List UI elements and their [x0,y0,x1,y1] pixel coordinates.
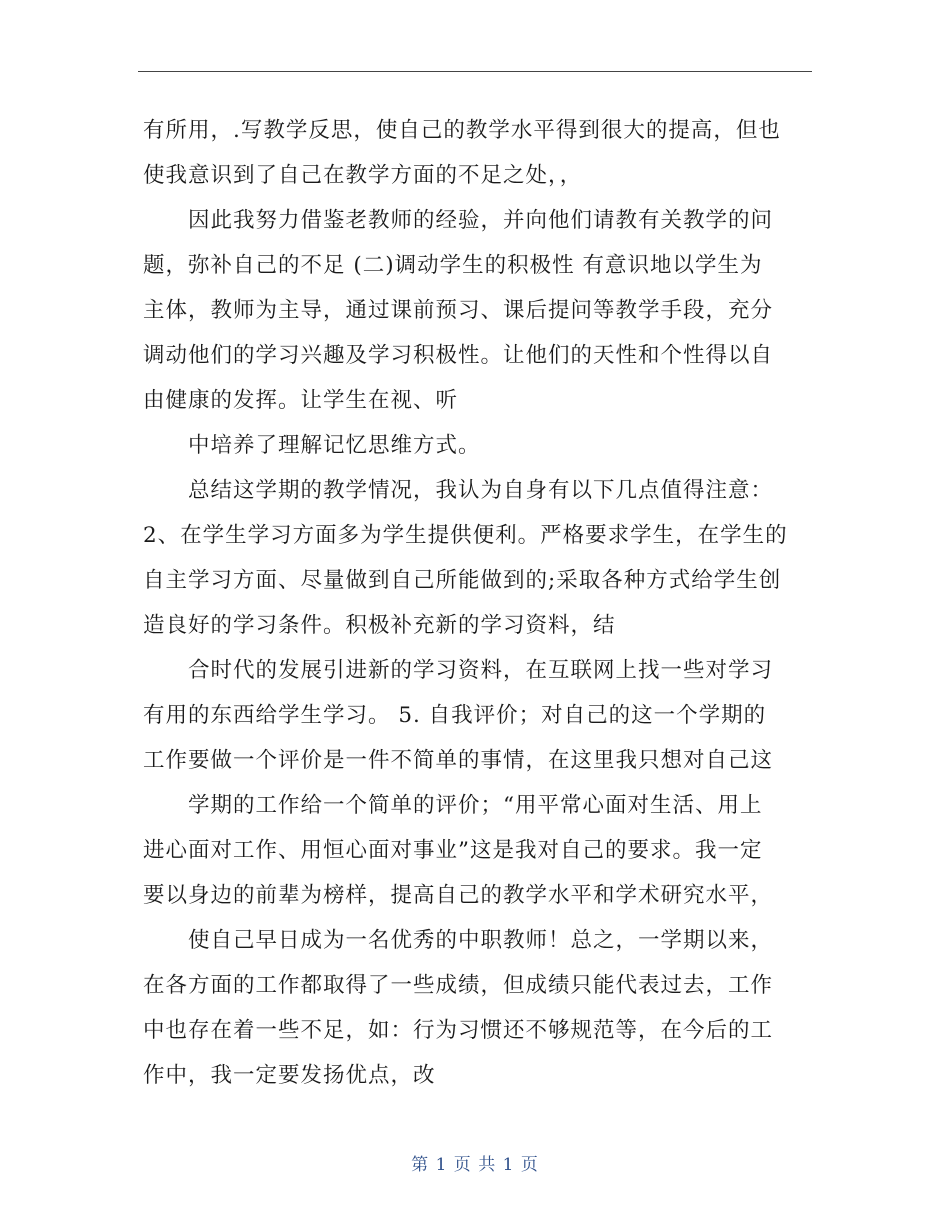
text-line: 造良好的学习条件。积极补充新的学习资料，结 [143,613,616,638]
text-line: 题，弥补自己的不足 (二)调动学生的积极性 有意识地以学生为 [143,253,763,278]
text-line: 因此我努力借鉴老教师的经验，并向他们请教有关教学的问 [188,208,774,233]
text-line: 使自己早日成为一名优秀的中职教师！总之，一学期以来， [188,928,774,953]
text-line: 学期的工作给一个简单的评价；“用平常心面对生活、用上 [188,793,763,818]
text-line: 有所用，.写教学反思，使自己的教学水平得到很大的提高，但也 [143,118,781,143]
document-body [143,108,813,1098]
page-number: 第 1 页 共 1 页 [411,1155,539,1175]
text-line: 由健康的发挥。让学生在视、听 [143,388,459,413]
text-line: 中也存在着一些不足，如：行为习惯还不够规范等，在今后的工 [143,1018,774,1043]
text-line: 主体，教师为主导，通过课前预习、课后提问等教学手段，充分 [143,298,774,323]
text-line: 在各方面的工作都取得了一些成绩，但成绩只能代表过去，工作 [143,973,774,998]
text-line: 中培养了理解记忆思维方式。 [188,433,481,458]
text-line: 有用的东西给学生学习。 5. 自我评价；对自己的这一个学期的 [143,703,767,728]
text-line: 调动他们的学习兴趣及学习积极性。让他们的天性和个性得以自 [143,343,774,368]
text-line: 进心面对工作、用恒心面对事业”这是我对自己的要求。我一定 [143,838,763,863]
text-line: 要以身边的前辈为榜样，提高自己的教学水平和学术研究水平， [143,883,774,908]
text-line: 工作要做一个评价是一件不简单的事情，在这里我只想对自己这 [143,748,774,773]
text-line: 总结这学期的教学情况，我认为自身有以下几点值得注意： [188,478,774,503]
text-line: 自主学习方面、尽量做到自己所能做到的;采取各种方式给学生创 [143,568,782,593]
text-line: 2、在学生学习方面多为学生提供便利。严格要求学生，在学生的 [143,523,788,548]
header-rule [138,71,812,72]
text-line: 作中，我一定要发扬优点，改 [143,1063,436,1088]
text-line: 使我意识到了自己在教学方面的不足之处，， [143,163,583,188]
text-line: 合时代的发展引进新的学习资料，在互联网上找一些对学习 [188,658,774,683]
